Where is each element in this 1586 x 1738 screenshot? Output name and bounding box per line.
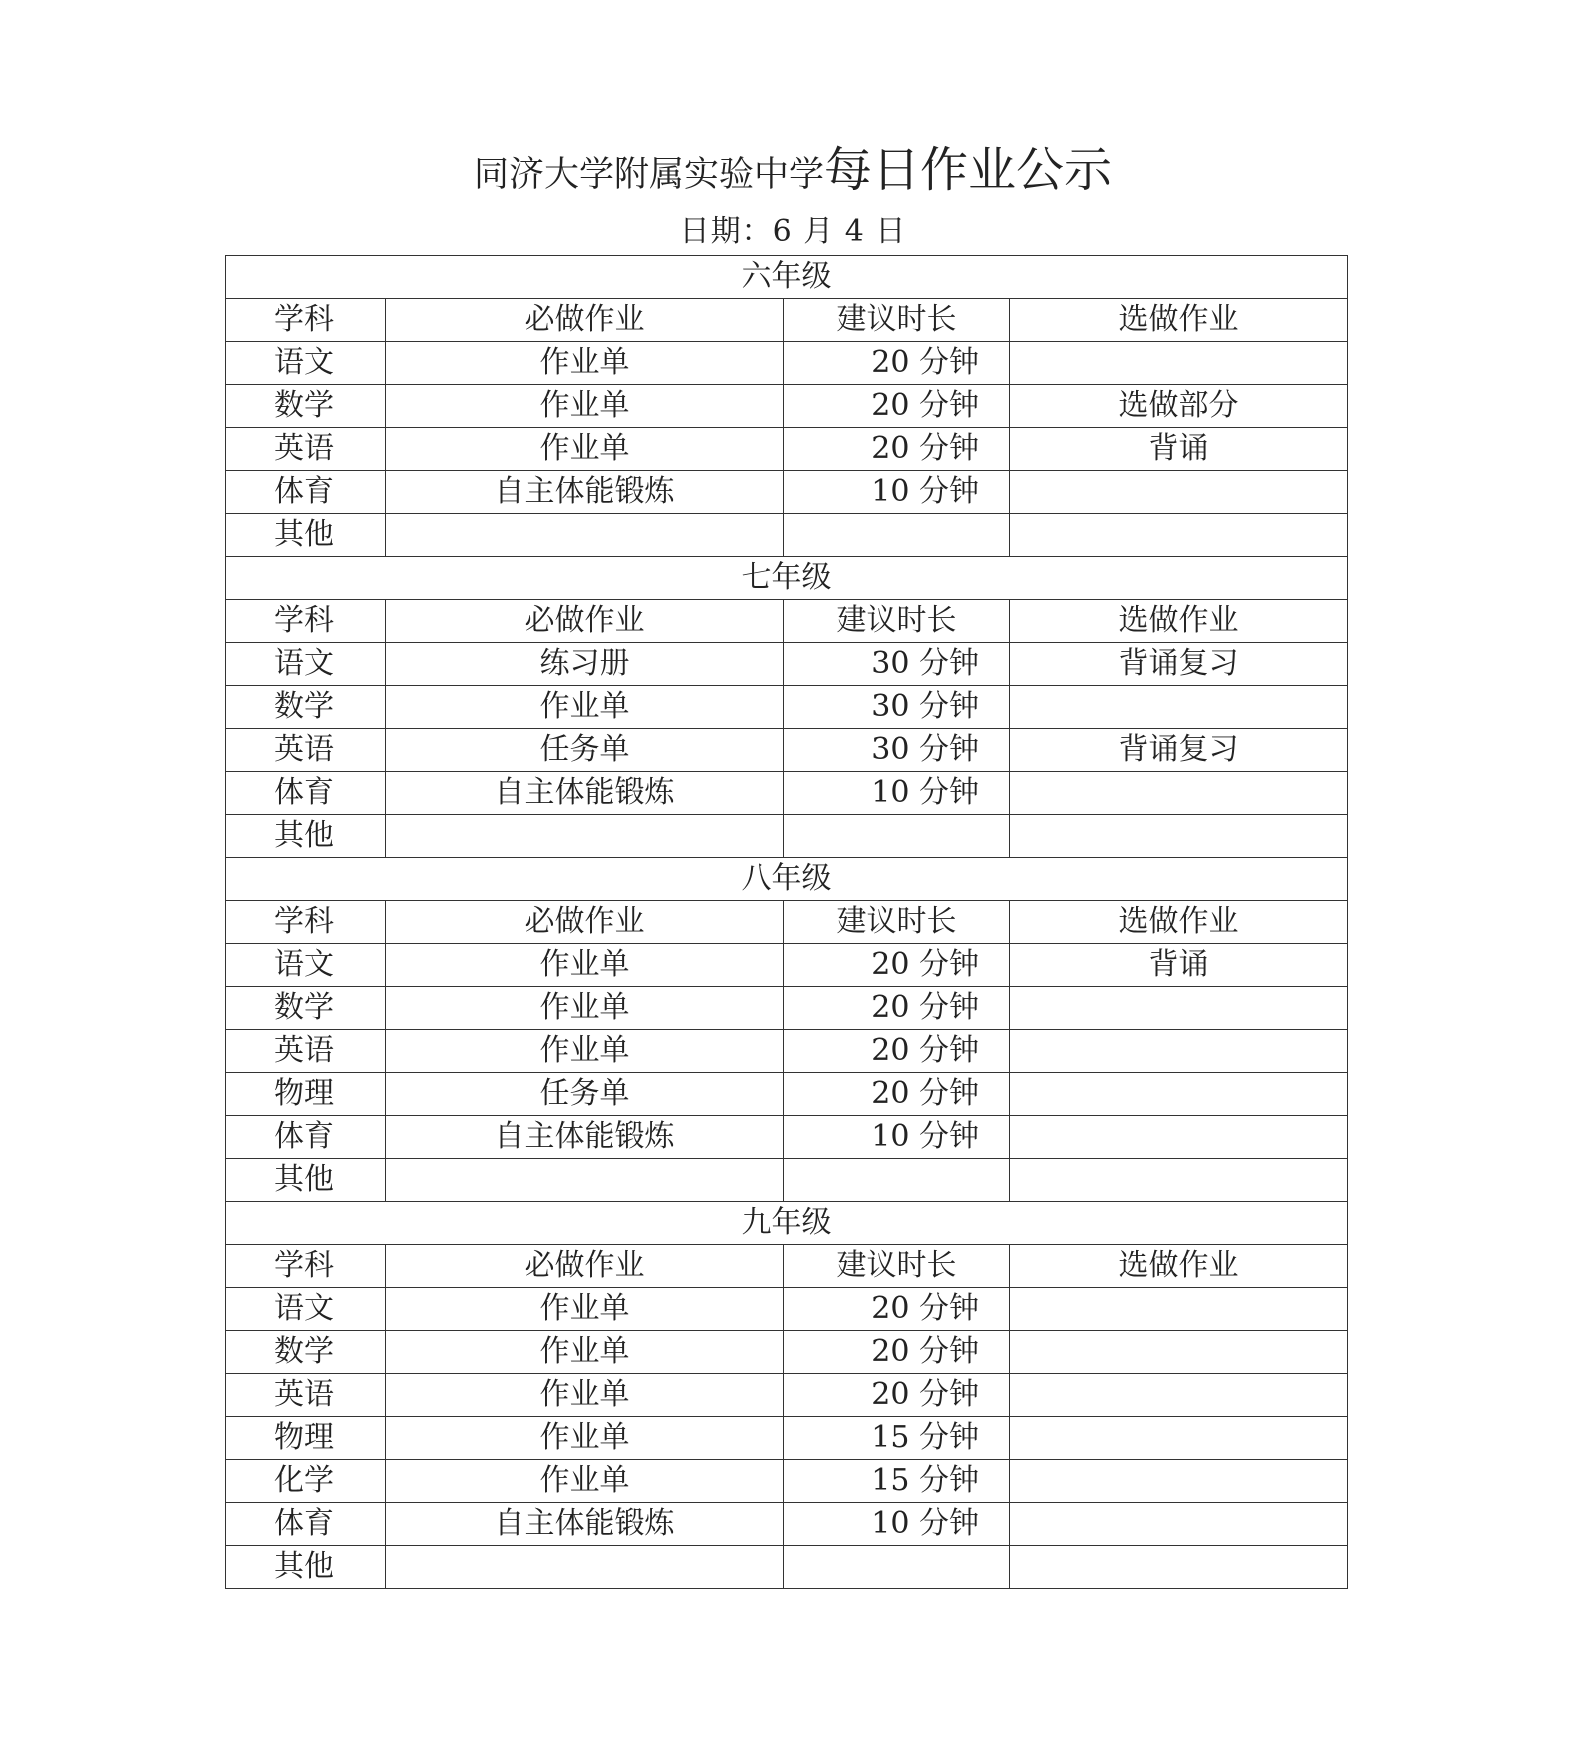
subject-cell: 数学 — [226, 987, 386, 1030]
column-header: 必做作业 — [386, 1245, 784, 1288]
subject-cell: 语文 — [226, 1288, 386, 1331]
optional-homework-cell — [1010, 1288, 1348, 1331]
duration-cell: 10 分钟 — [784, 772, 1010, 815]
duration-cell: 20 分钟 — [784, 385, 1010, 428]
subject-cell: 物理 — [226, 1073, 386, 1116]
required-homework-cell — [386, 514, 784, 557]
subject-cell: 化学 — [226, 1460, 386, 1503]
optional-homework-cell — [1010, 1460, 1348, 1503]
table-row — [226, 1417, 1348, 1460]
homework-table — [225, 255, 1348, 1589]
column-header: 建议时长 — [784, 299, 1010, 342]
required-homework-cell: 任务单 — [386, 1073, 784, 1116]
subject-cell: 英语 — [226, 729, 386, 772]
subject-cell: 语文 — [226, 944, 386, 987]
optional-homework-cell: 背诵复习 — [1010, 729, 1348, 772]
required-homework-cell: 作业单 — [386, 1460, 784, 1503]
required-homework-cell: 任务单 — [386, 729, 784, 772]
subject-cell: 体育 — [226, 1503, 386, 1546]
required-homework-cell: 作业单 — [386, 1288, 784, 1331]
homework-table-body — [226, 256, 1348, 1589]
optional-homework-cell — [1010, 1417, 1348, 1460]
column-header: 选做作业 — [1010, 1245, 1348, 1288]
table-row — [226, 815, 1348, 858]
subject-cell: 数学 — [226, 686, 386, 729]
optional-homework-cell — [1010, 342, 1348, 385]
required-homework-cell — [386, 1546, 784, 1589]
required-homework-cell: 作业单 — [386, 1374, 784, 1417]
subject-cell: 其他 — [226, 1159, 386, 1202]
table-row — [226, 1374, 1348, 1417]
table-row — [226, 944, 1348, 987]
grade-title: 六年级 — [226, 256, 1348, 299]
optional-homework-cell — [1010, 1159, 1348, 1202]
grade-row — [226, 1202, 1348, 1245]
grade-title: 七年级 — [226, 557, 1348, 600]
subject-cell: 体育 — [226, 471, 386, 514]
optional-homework-cell — [1010, 1546, 1348, 1589]
optional-homework-cell — [1010, 987, 1348, 1030]
table-row — [226, 1030, 1348, 1073]
duration-cell: 15 分钟 — [784, 1417, 1010, 1460]
duration-cell: 15 分钟 — [784, 1460, 1010, 1503]
duration-cell: 20 分钟 — [784, 944, 1010, 987]
column-header: 建议时长 — [784, 1245, 1010, 1288]
duration-cell: 20 分钟 — [784, 428, 1010, 471]
table-row — [226, 1073, 1348, 1116]
duration-cell: 10 分钟 — [784, 1503, 1010, 1546]
table-row — [226, 471, 1348, 514]
duration-cell: 20 分钟 — [784, 1030, 1010, 1073]
required-homework-cell: 作业单 — [386, 428, 784, 471]
optional-homework-cell — [1010, 1116, 1348, 1159]
required-homework-cell: 作业单 — [386, 944, 784, 987]
column-header: 选做作业 — [1010, 901, 1348, 944]
table-row — [226, 1503, 1348, 1546]
table-row — [226, 1116, 1348, 1159]
required-homework-cell: 作业单 — [386, 342, 784, 385]
optional-homework-cell: 背诵复习 — [1010, 643, 1348, 686]
optional-homework-cell — [1010, 772, 1348, 815]
date-line: 日期：6 月 4 日 — [679, 214, 907, 249]
grade-row — [226, 557, 1348, 600]
table-row — [226, 514, 1348, 557]
optional-homework-cell: 背诵 — [1010, 428, 1348, 471]
duration-cell — [784, 514, 1010, 557]
column-header-row — [226, 299, 1348, 342]
required-homework-cell: 自主体能锻炼 — [386, 1116, 784, 1159]
table-row — [226, 772, 1348, 815]
school-name: 同济大学附属实验中学 — [473, 155, 824, 195]
column-header: 选做作业 — [1010, 299, 1348, 342]
required-homework-cell: 作业单 — [386, 1331, 784, 1374]
table-row — [226, 1460, 1348, 1503]
duration-cell: 30 分钟 — [784, 729, 1010, 772]
subject-cell: 英语 — [226, 428, 386, 471]
subject-cell: 体育 — [226, 1116, 386, 1159]
column-header: 学科 — [226, 1245, 386, 1288]
column-header: 学科 — [226, 299, 386, 342]
duration-cell: 10 分钟 — [784, 1116, 1010, 1159]
table-row — [226, 729, 1348, 772]
column-header: 学科 — [226, 901, 386, 944]
column-header: 必做作业 — [386, 901, 784, 944]
subject-cell: 其他 — [226, 1546, 386, 1589]
optional-homework-cell — [1010, 514, 1348, 557]
duration-cell: 30 分钟 — [784, 686, 1010, 729]
required-homework-cell — [386, 1159, 784, 1202]
duration-cell: 10 分钟 — [784, 471, 1010, 514]
subject-cell: 数学 — [226, 385, 386, 428]
optional-homework-cell — [1010, 1331, 1348, 1374]
required-homework-cell — [386, 815, 784, 858]
subject-cell: 其他 — [226, 514, 386, 557]
optional-homework-cell — [1010, 1503, 1348, 1546]
duration-cell: 20 分钟 — [784, 987, 1010, 1030]
table-row — [226, 342, 1348, 385]
subject-cell: 语文 — [226, 342, 386, 385]
table-row — [226, 1546, 1348, 1589]
optional-homework-cell — [1010, 1030, 1348, 1073]
duration-cell: 20 分钟 — [784, 1331, 1010, 1374]
optional-homework-cell — [1010, 471, 1348, 514]
required-homework-cell: 作业单 — [386, 385, 784, 428]
table-row — [226, 428, 1348, 471]
table-row — [226, 1159, 1348, 1202]
column-header: 学科 — [226, 600, 386, 643]
required-homework-cell: 自主体能锻炼 — [386, 471, 784, 514]
table-row — [226, 987, 1348, 1030]
grade-title: 九年级 — [226, 1202, 1348, 1245]
column-header: 建议时长 — [784, 600, 1010, 643]
required-homework-cell: 作业单 — [386, 1030, 784, 1073]
table-row — [226, 686, 1348, 729]
grade-row — [226, 256, 1348, 299]
column-header: 建议时长 — [784, 901, 1010, 944]
subject-cell: 英语 — [226, 1374, 386, 1417]
column-header-row — [226, 901, 1348, 944]
subject-cell: 语文 — [226, 643, 386, 686]
optional-homework-cell: 背诵 — [1010, 944, 1348, 987]
required-homework-cell: 作业单 — [386, 1417, 784, 1460]
table-row — [226, 1331, 1348, 1374]
grade-title: 八年级 — [226, 858, 1348, 901]
subject-cell: 数学 — [226, 1331, 386, 1374]
subject-cell: 体育 — [226, 772, 386, 815]
optional-homework-cell: 选做部分 — [1010, 385, 1348, 428]
required-homework-cell: 自主体能锻炼 — [386, 772, 784, 815]
duration-cell: 20 分钟 — [784, 1073, 1010, 1116]
optional-homework-cell — [1010, 1374, 1348, 1417]
required-homework-cell: 作业单 — [386, 987, 784, 1030]
column-header: 必做作业 — [386, 600, 784, 643]
subject-cell: 英语 — [226, 1030, 386, 1073]
optional-homework-cell — [1010, 815, 1348, 858]
duration-cell — [784, 815, 1010, 858]
column-header: 必做作业 — [386, 299, 784, 342]
page-title — [0, 140, 1586, 211]
duration-cell — [784, 1546, 1010, 1589]
duration-cell: 30 分钟 — [784, 643, 1010, 686]
duration-cell: 20 分钟 — [784, 342, 1010, 385]
required-homework-cell: 自主体能锻炼 — [386, 1503, 784, 1546]
table-row — [226, 385, 1348, 428]
column-header-row — [226, 1245, 1348, 1288]
column-header-row — [226, 600, 1348, 643]
duration-cell: 20 分钟 — [784, 1374, 1010, 1417]
table-row — [226, 1288, 1348, 1331]
grade-row — [226, 858, 1348, 901]
required-homework-cell: 作业单 — [386, 686, 784, 729]
optional-homework-cell — [1010, 1073, 1348, 1116]
subject-cell: 其他 — [226, 815, 386, 858]
duration-cell: 20 分钟 — [784, 1288, 1010, 1331]
notice-heading: 每日作业公示 — [824, 142, 1113, 198]
column-header: 选做作业 — [1010, 600, 1348, 643]
subject-cell: 物理 — [226, 1417, 386, 1460]
table-row — [226, 643, 1348, 686]
required-homework-cell: 练习册 — [386, 643, 784, 686]
duration-cell — [784, 1159, 1010, 1202]
optional-homework-cell — [1010, 686, 1348, 729]
